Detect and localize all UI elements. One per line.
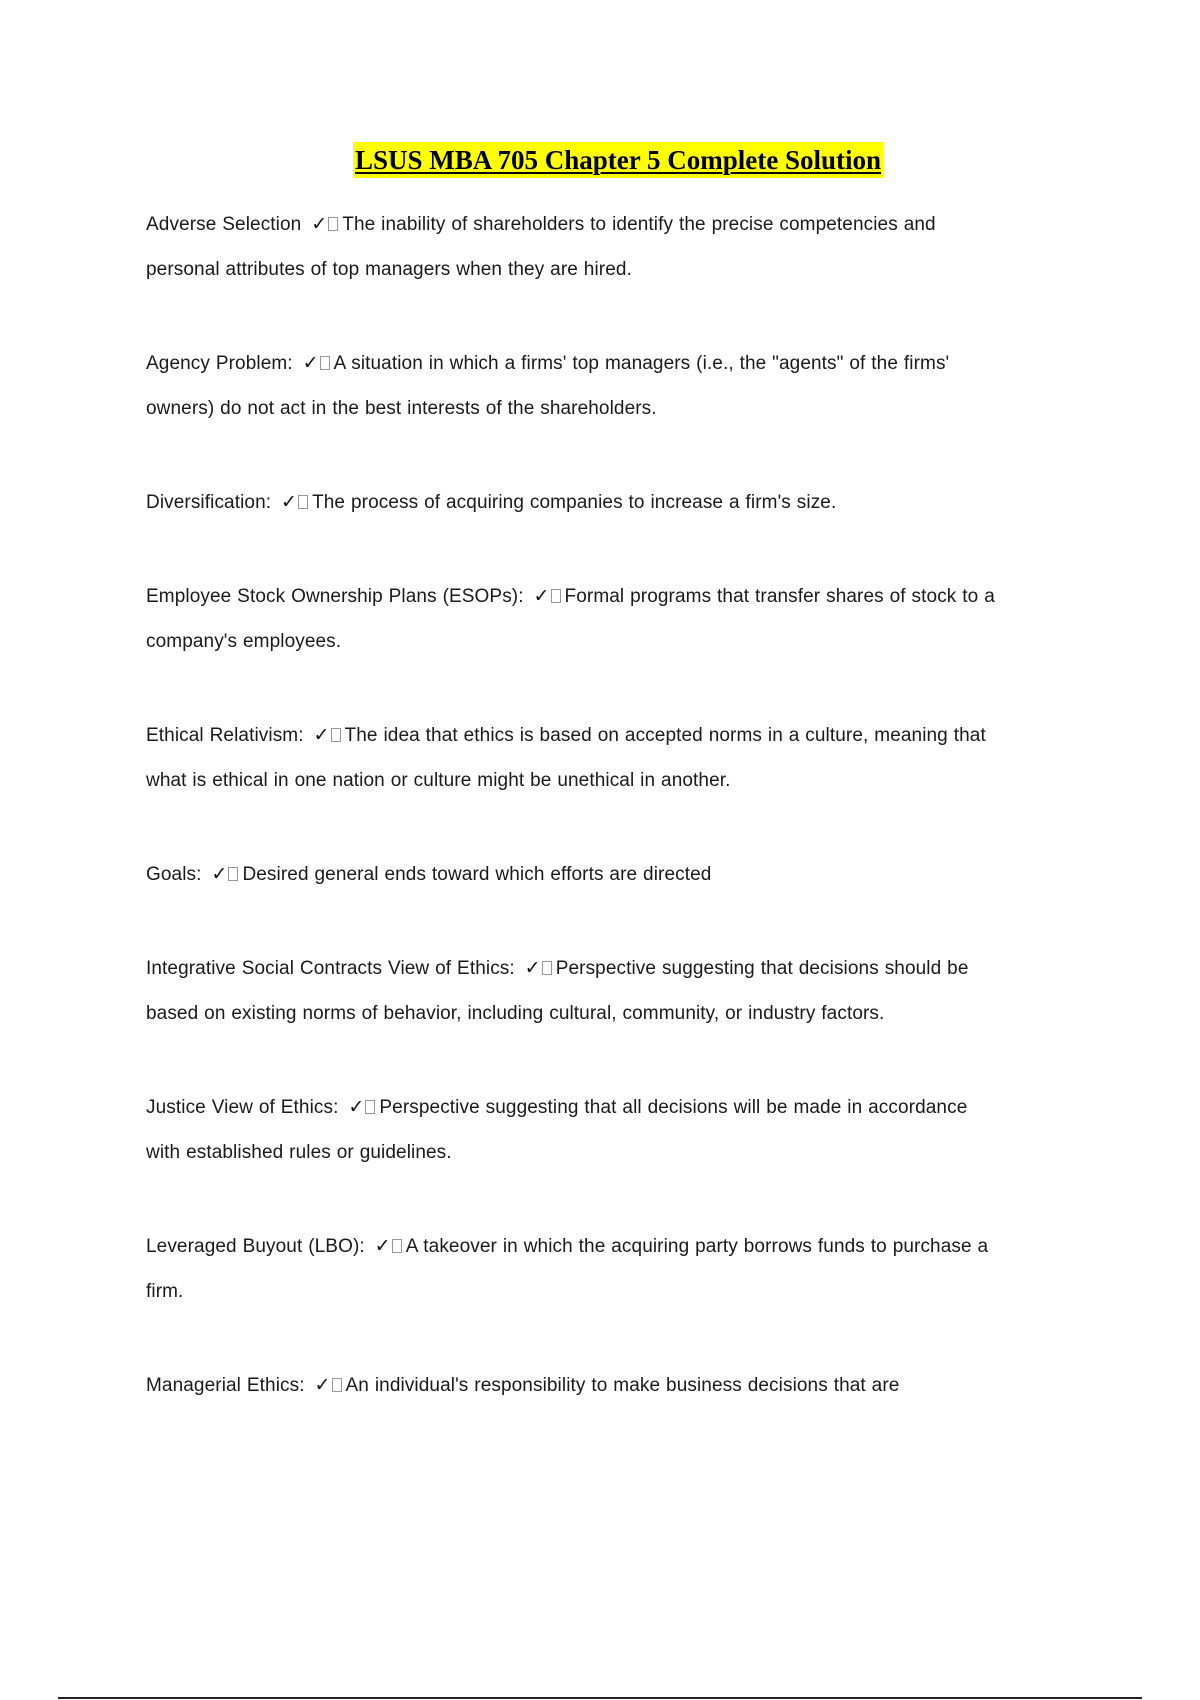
entry-term: Integrative Social Contracts View of Ethics: bbox=[146, 958, 515, 979]
page-bottom-divider bbox=[58, 1697, 1142, 1699]
entry-definition: The idea that ethics is based on accepted norms in a culture, meaning that what is ethical in one nation or culture might be unethical in another. bbox=[146, 725, 986, 791]
check-icon: ✓ bbox=[311, 213, 328, 235]
entry-definition: The inability of shareholders to identify the precise competencies and personal attributes of top managers when they are hired. bbox=[146, 214, 936, 280]
entry-term: Justice View of Ethics: bbox=[146, 1097, 339, 1118]
title-container bbox=[0, 142, 1200, 178]
missing-glyph-box-icon bbox=[228, 867, 238, 881]
check-icon: ✓ bbox=[533, 585, 550, 607]
entry-definition: Formal programs that transfer shares of stock to a company's employees. bbox=[146, 586, 995, 652]
entry-definition: The process of acquiring companies to increase a firm's size. bbox=[312, 492, 837, 513]
glossary-entry bbox=[146, 713, 1006, 803]
glossary-entry bbox=[146, 1224, 1006, 1314]
entry-definition: Desired general ends toward which efforts are directed bbox=[242, 864, 712, 885]
glossary-entry bbox=[146, 1363, 1006, 1408]
entry-definition: Perspective suggesting that decisions should be based on existing norms of behavior, including cultural, community, or industry factors. bbox=[146, 958, 969, 1024]
missing-glyph-box-icon bbox=[320, 356, 330, 370]
glossary-entry bbox=[146, 1085, 1006, 1175]
entry-term: Employee Stock Ownership Plans (ESOPs): bbox=[146, 586, 524, 607]
entry-term: Diversification: bbox=[146, 492, 272, 513]
entry-term: Ethical Relativism: bbox=[146, 725, 304, 746]
missing-glyph-box-icon bbox=[328, 217, 338, 231]
missing-glyph-box-icon bbox=[392, 1239, 402, 1253]
entry-term: Adverse Selection bbox=[146, 214, 302, 235]
missing-glyph-box-icon bbox=[332, 1378, 342, 1392]
check-icon: ✓ bbox=[281, 491, 298, 513]
missing-glyph-box-icon bbox=[542, 961, 552, 975]
entry-definition: An individual's responsibility to make business decisions that are bbox=[345, 1375, 900, 1396]
check-icon: ✓ bbox=[348, 1096, 365, 1118]
entry-definition: A situation in which a firms' top managers (i.e., the "agents" of the firms' owners) do not act in the best interests of the shareholders. bbox=[146, 353, 950, 419]
missing-glyph-box-icon bbox=[365, 1100, 375, 1114]
entry-term: Leveraged Buyout (LBO): bbox=[146, 1236, 365, 1257]
entry-term: Managerial Ethics: bbox=[146, 1375, 305, 1396]
missing-glyph-box-icon bbox=[298, 495, 308, 509]
glossary-entry bbox=[146, 202, 1006, 292]
page-title: LSUS MBA 705 Chapter 5 Complete Solution bbox=[353, 142, 883, 178]
check-icon: ✓ bbox=[211, 863, 228, 885]
glossary-entry bbox=[146, 480, 1006, 525]
entry-term: Agency Problem: bbox=[146, 353, 293, 374]
glossary-entry bbox=[146, 574, 1006, 664]
check-icon: ✓ bbox=[524, 957, 541, 979]
missing-glyph-box-icon bbox=[331, 728, 341, 742]
entry-term: Goals: bbox=[146, 864, 202, 885]
entry-definition: Perspective suggesting that all decisions will be made in accordance with established rules or guidelines. bbox=[146, 1097, 968, 1163]
check-icon: ✓ bbox=[314, 1374, 331, 1396]
glossary-list bbox=[146, 202, 1006, 1457]
glossary-entry bbox=[146, 852, 1006, 897]
check-icon: ✓ bbox=[374, 1235, 391, 1257]
check-icon: ✓ bbox=[302, 352, 319, 374]
missing-glyph-box-icon bbox=[551, 589, 561, 603]
entry-definition: A takeover in which the acquiring party borrows funds to purchase a firm. bbox=[146, 1236, 989, 1302]
glossary-entry bbox=[146, 946, 1006, 1036]
check-icon: ✓ bbox=[313, 724, 330, 746]
glossary-entry bbox=[146, 341, 1006, 431]
